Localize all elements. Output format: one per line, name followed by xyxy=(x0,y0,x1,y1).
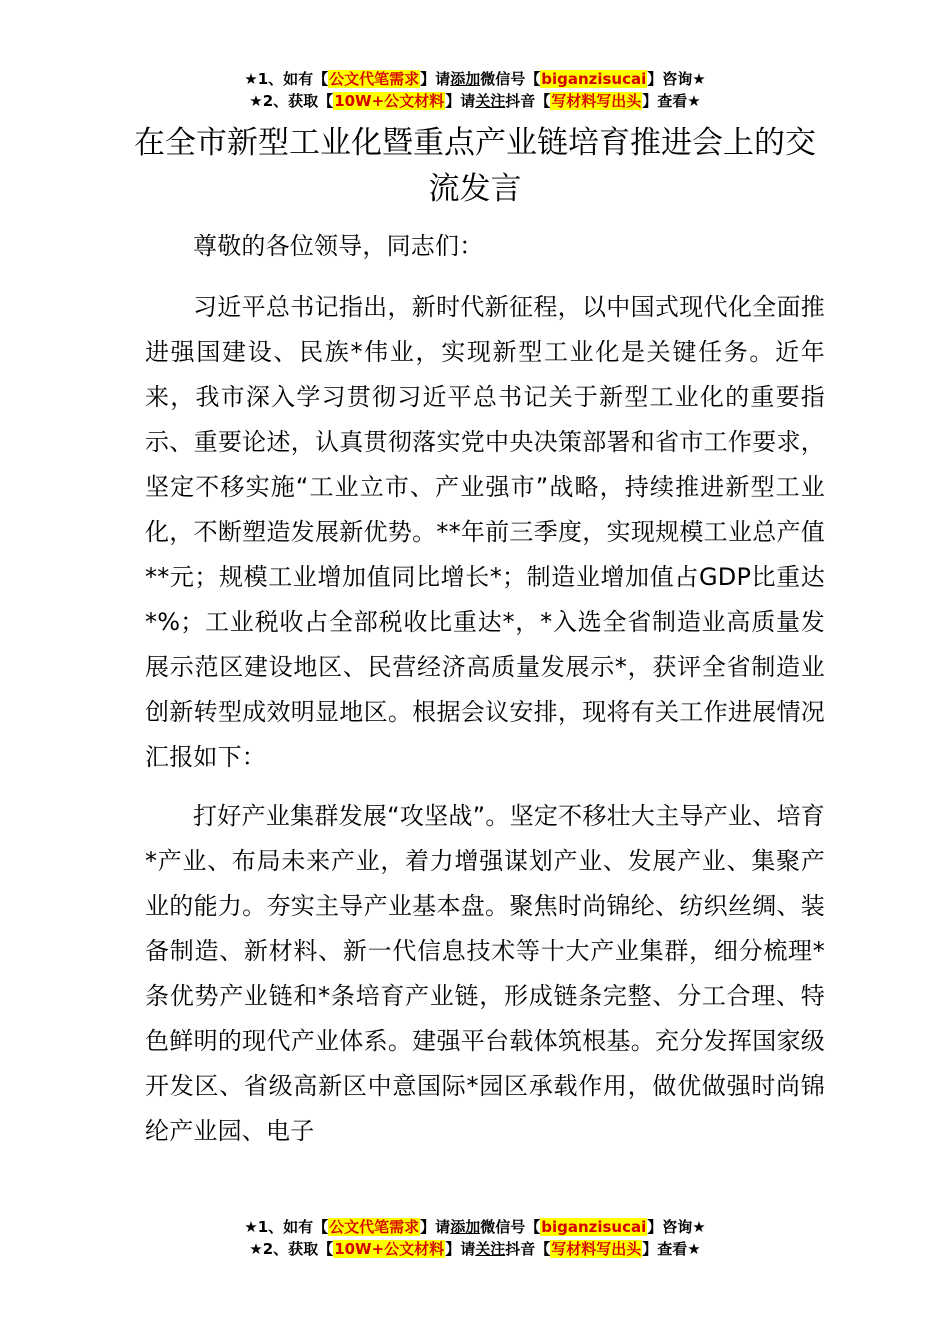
banner-line-2 xyxy=(0,1238,950,1260)
banner-text: 】咨询★ xyxy=(647,70,706,88)
banner-text: 微信号【 xyxy=(480,70,541,88)
paragraph: 打好产业集群发展“攻坚战”。坚定不移壮大主导产业、培育*产业、布局未来产业，着力增强谋划产业、发展产业、集聚产业的能力。夯实主导产业基本盘。聚焦时尚锦纶、纺织丝绸、装备制造、新材料、新一代信息技术等十大产业集群，细分梳理*条优势产业链和*条培育产业链，形成链条完整、分工合理、特色鲜明的现代产业体系。建强平台载体筑根基。充分发挥国家级开发区、省级高新区中意国际*园区承载作用，做优做强时尚锦纶产业园、电子 xyxy=(145,802,825,1145)
banner-highlight: 写材料写出头 xyxy=(551,92,642,110)
banner-underline: 关注 xyxy=(475,92,506,110)
banner-text: 】请 xyxy=(445,92,476,110)
banner-highlight: 公文代笔需求 xyxy=(329,1218,420,1236)
document-body xyxy=(145,224,825,1168)
banner-underline: 关注 xyxy=(475,1240,506,1258)
banner-text: 】请 xyxy=(445,1240,476,1258)
banner-text: ★2、获取【 xyxy=(249,92,334,110)
banner-highlight: biganzisucai xyxy=(541,70,647,88)
top-banner xyxy=(0,68,950,112)
salutation: 尊敬的各位领导，同志们： xyxy=(193,232,484,260)
banner-text: ★1、如有【 xyxy=(244,70,329,88)
paragraph: 习近平总书记指出，新时代新征程，以中国式现代化全面推进强国建设、民族*伟业，实现新型工业化是关键任务。近年来，我市深入学习贯彻习近平总书记关于新型工业化的重要指示、重要论述，认真贯彻落实党中央决策部署和省市工作要求，坚定不移实施“工业立市、产业强市”战略，持续推进新型工业化，不断塑造发展新优势。**年前三季度，实现规模工业总产值**元；规模工业增加值同比增长*；制造业增加值占GDP比重达*%；工业税收占全部税收比重达*，*入选全省制造业高质量发展示范区建设地区、民营经济高质量发展示*，获评全省制造业创新转型成效明显地区。根据会议安排，现将有关工作进展情况汇报如下： xyxy=(145,293,825,771)
banner-text: 】请 xyxy=(420,70,451,88)
banner-line-2 xyxy=(0,90,950,112)
banner-highlight: 公文代笔需求 xyxy=(329,70,420,88)
banner-underline: 添加 xyxy=(450,70,481,88)
banner-text: 】查看★ xyxy=(642,1240,701,1258)
banner-highlight: 10W+公文材料 xyxy=(334,1240,445,1258)
banner-text: 微信号【 xyxy=(480,1218,541,1236)
banner-line-1 xyxy=(0,1216,950,1238)
banner-text: ★2、获取【 xyxy=(249,1240,334,1258)
banner-text: 抖音【 xyxy=(505,1240,551,1258)
bottom-banner xyxy=(0,1216,950,1260)
banner-line-1 xyxy=(0,68,950,90)
banner-highlight: biganzisucai xyxy=(541,1218,647,1236)
document-title: 在全市新型工业化暨重点产业链培育推进会上的交流发言 xyxy=(134,125,816,207)
banner-text: ★1、如有【 xyxy=(244,1218,329,1236)
banner-text: 抖音【 xyxy=(505,92,551,110)
banner-underline: 添加 xyxy=(450,1218,481,1236)
banner-text: 】咨询★ xyxy=(647,1218,706,1236)
banner-highlight: 10W+公文材料 xyxy=(334,92,445,110)
banner-text: 】查看★ xyxy=(642,92,701,110)
banner-highlight: 写材料写出头 xyxy=(551,1240,642,1258)
banner-text: 】请 xyxy=(420,1218,451,1236)
